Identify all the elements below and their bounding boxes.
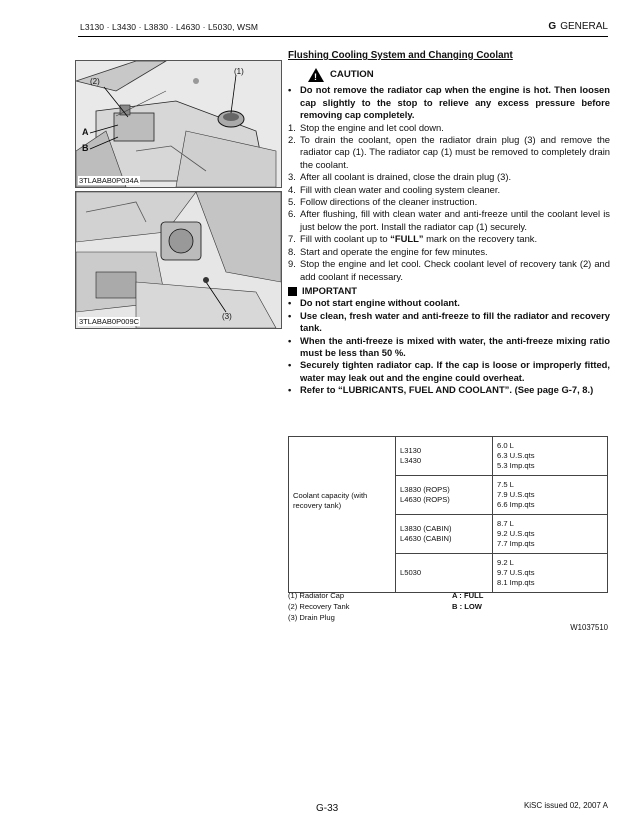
main-text <box>288 50 610 397</box>
legend-row: (1) Radiator Cap A : FULL <box>288 591 484 600</box>
model-cell: L3830 (CABIN) L4630 (CABIN) <box>396 515 493 554</box>
step-9: 9. Stop the engine and let cool. Check coolant level of recovery tank (2) and add coolant if necessary. <box>288 258 610 282</box>
header-models: L3130 · L3430 · L3830 · L4630 · L5030, WSM <box>80 22 259 32</box>
important-item-4: • Securely tighten radiator cap. If the cap is loose or improperly fitted, water may leak out and the engine could overheat. <box>288 359 610 383</box>
step-8: 8. Start and operate the engine for few minutes. <box>288 245 488 257</box>
callout-B: B <box>82 143 89 153</box>
step-4: 4. Fill with clean water and cooling system cleaner. <box>288 183 501 195</box>
important-item-1: • Do not start engine without coolant. <box>288 297 460 309</box>
figure-drain-plug <box>75 191 282 329</box>
figure-code-1: 3TLABAB0P034A <box>79 176 139 185</box>
caution-label: CAUTION <box>330 69 374 81</box>
reference-code: W1037510 <box>570 623 608 632</box>
caution-heading <box>308 68 610 82</box>
capacity-cell: 6.0 L 6.3 U.S.qts 5.3 Imp.qts <box>493 437 608 476</box>
capacity-cell: 8.7 L 9.2 U.S.qts 7.7 Imp.qts <box>493 515 608 554</box>
engine-illustration-1 <box>76 61 281 187</box>
step-3: 3. After all coolant is drained, close the drain plug (3). <box>288 171 512 183</box>
step-1: 1. Stop the engine and let cool down. <box>288 121 444 133</box>
step-2: 2. To drain the coolant, open the radiator drain plug (3) and remove the radiator cap (1). The radiator cap (1) must be removed to completely drain the coolant. <box>288 134 610 170</box>
step-7: 7. Fill with coolant up to “FULL” mark on the recovery tank. <box>288 233 538 245</box>
header-rule <box>78 36 608 37</box>
capacity-cell: 7.5 L 7.9 U.S.qts 6.6 Imp.qts <box>493 476 608 515</box>
table-label: Coolant capacity (with recovery tank) <box>289 437 396 593</box>
caution-item: • Do not remove the radiator cap when the engine is hot. Then loosen cap slightly to the stop to relieve any excess pressure before removing cap completely. <box>288 84 610 121</box>
figure-radiator-cap <box>75 60 282 188</box>
step-6: 6. After flushing, fill with clean water and anti-freeze until the coolant level is just below the port. Install the radiator cap (1) securely. <box>288 208 610 232</box>
table-row <box>289 437 608 476</box>
legend <box>288 590 608 623</box>
step-5: 5. Follow directions of the cleaner instruction. <box>288 196 478 208</box>
engine-illustration-2 <box>76 192 281 328</box>
important-item-5: • Refer to “LUBRICANTS, FUEL AND COOLANT”. (See page G-7, 8.) <box>288 384 594 396</box>
section-title: Flushing Cooling System and Changing Coolant <box>288 50 513 61</box>
callout-2: (2) <box>90 77 100 86</box>
callout-3: (3) <box>222 312 232 321</box>
model-cell: L5030 <box>396 554 493 593</box>
section-name: GENERAL <box>560 21 608 32</box>
issue-info: KiSC issued 02, 2007 A <box>523 801 608 810</box>
legend-row: (3) Drain Plug <box>288 613 335 622</box>
model-cell: L3130 L3430 <box>396 437 493 476</box>
coolant-capacity-table <box>288 436 608 593</box>
warning-triangle-icon: ! <box>308 68 324 82</box>
capacity-cell: 9.2 L 9.7 U.S.qts 8.1 Imp.qts <box>493 554 608 593</box>
important-item-2: • Use clean, fresh water and anti-freeze to fill the radiator and recovery tank. <box>288 309 610 334</box>
important-label: IMPORTANT <box>302 284 358 296</box>
callout-1: (1) <box>234 67 244 76</box>
important-heading <box>288 285 610 297</box>
important-item-3: • When the anti-freeze is mixed with water, the anti-freeze mixing ratio must be less than 50 %. <box>288 334 610 358</box>
important-square-icon <box>288 287 297 296</box>
legend-row: (2) Recovery Tank B : LOW <box>288 602 482 611</box>
page-number: G-33 <box>316 803 339 814</box>
full-mark: “FULL” <box>390 233 424 245</box>
callout-A: A <box>82 127 89 137</box>
section-letter: G <box>548 21 557 32</box>
model-cell: L3830 (ROPS) L4630 (ROPS) <box>396 476 493 515</box>
figure-code-2: 3TLABAB0P009C <box>79 317 140 326</box>
header-section <box>548 21 608 32</box>
